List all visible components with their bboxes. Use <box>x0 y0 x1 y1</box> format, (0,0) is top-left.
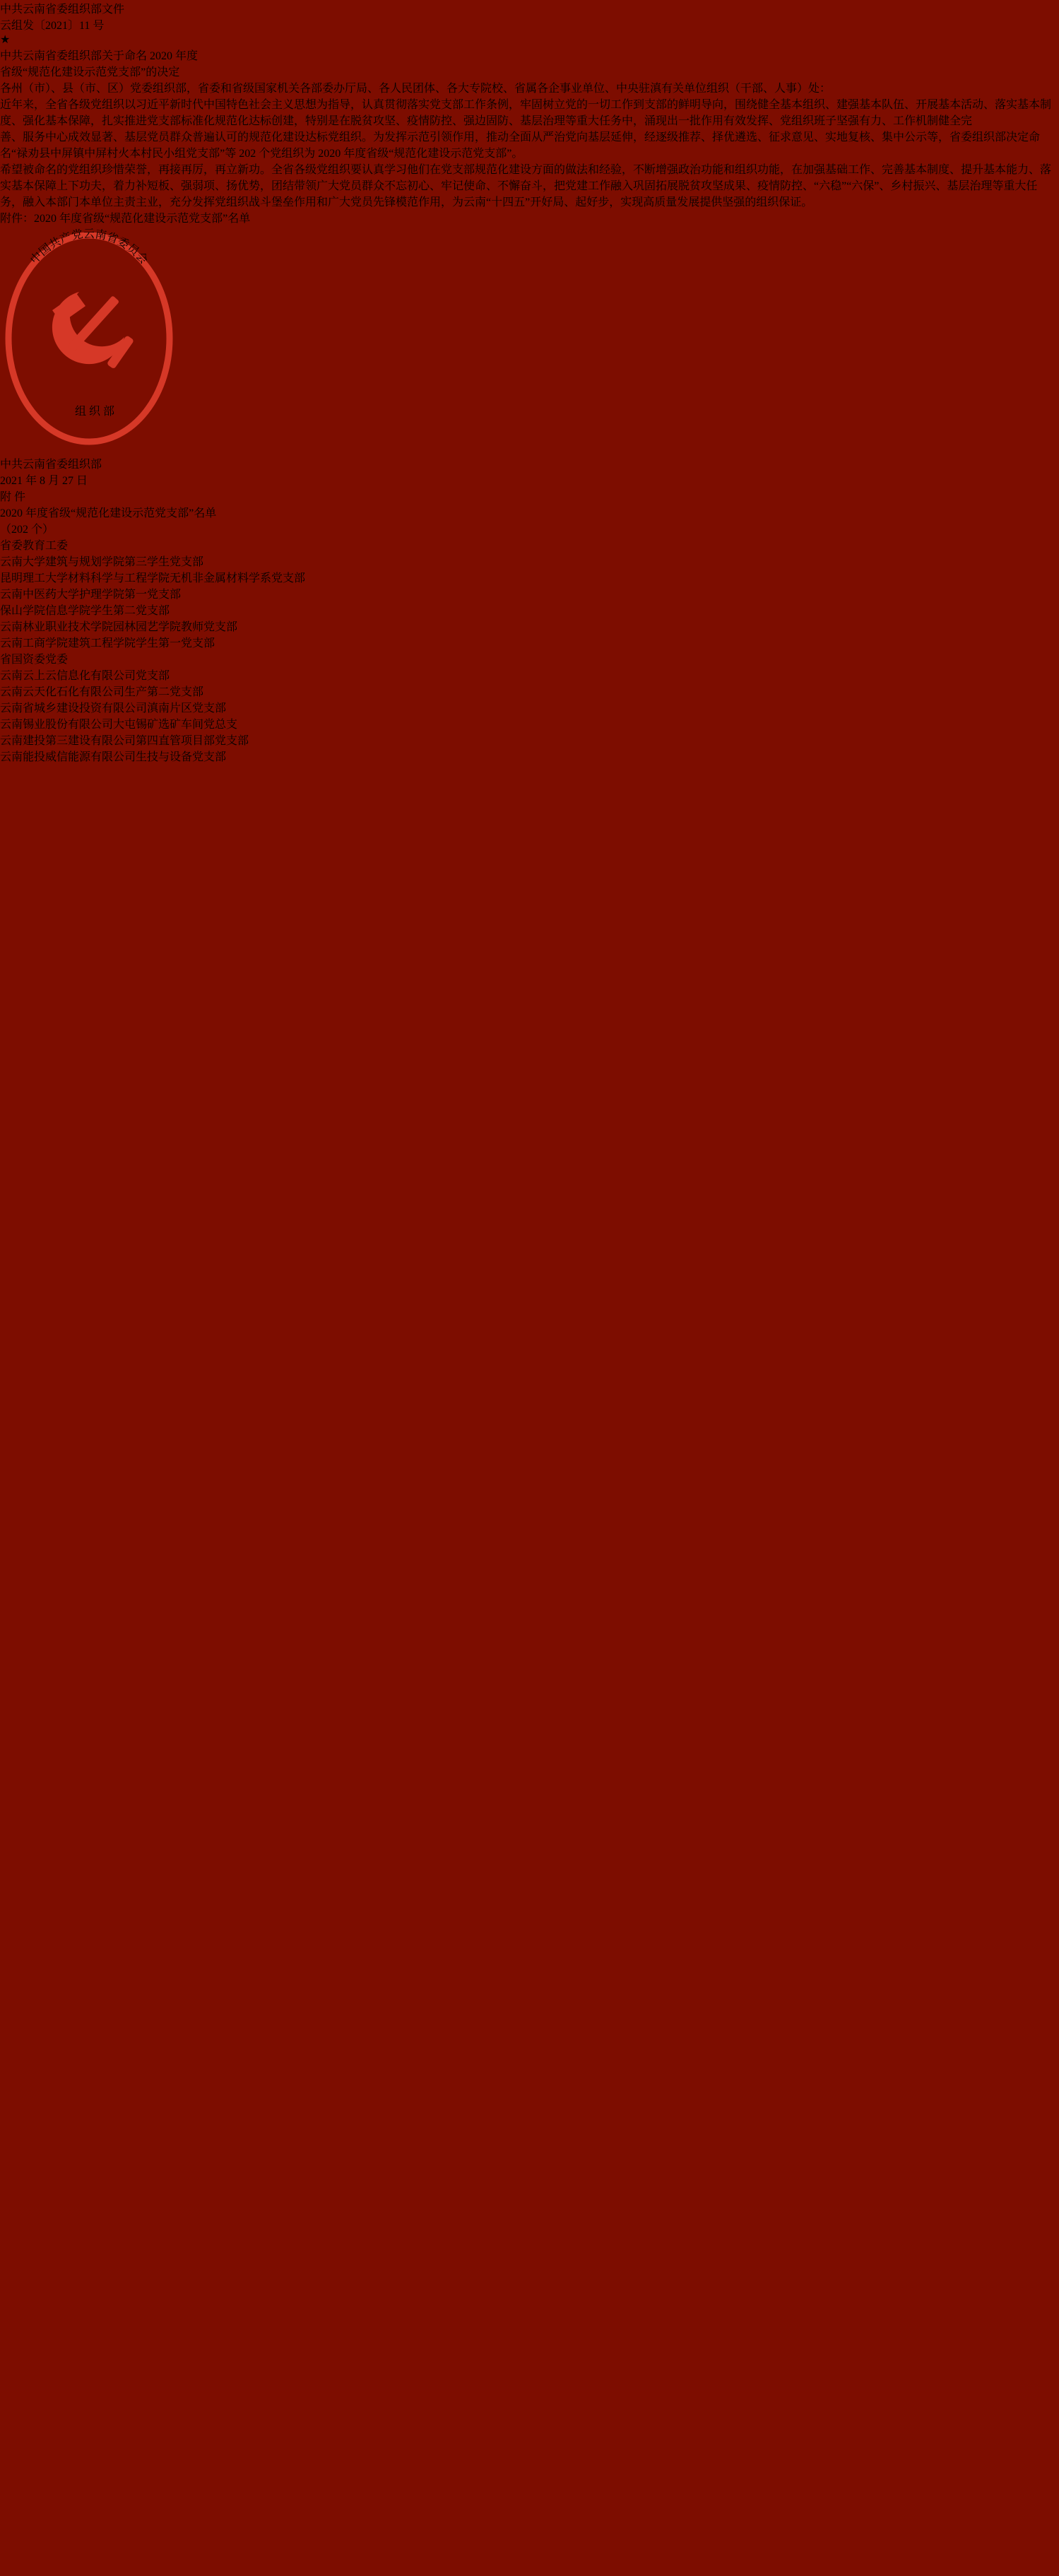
decision-title-line1: 中共云南省委组织部关于命名 2020 年度 <box>0 50 199 62</box>
list-item: 云南云天化石化有限公司生产第二党支部 <box>0 686 204 698</box>
body-paragraph-2: 希望被命名的党组织珍惜荣誉，再接再厉，再立新功。全省各级党组织要认真学习他们在党支部规范化建设方面的做法和经验，不断增强政治功能和组织功能，在加强基础工作、完善基本制度、提升基本能力、落实基本保障上下功夫，着力补短板、强弱项、扬优势，团结带领广大党员群众不忘初心、牢记使命、不懈奋斗，把党建工作融入巩固拓展脱贫攻坚成果、疫情防控、“六稳”“六保”、乡村振兴、基层治理等重大任务，融入本部门本单位主责主业，充分发挥党组织战斗堡垒作用和广大党员先锋模范作用，为云南“十四五”开好局、起好步，实现高质量发展提供坚强的组织保证。 <box>0 164 1052 208</box>
signer-name: 中共云南省委组织部 <box>0 459 102 471</box>
red-highlight-box: 云南建投第三建设有限公司第四直管项目部党支部 <box>0 735 249 747</box>
star-icon: ★ <box>0 34 11 46</box>
list-item: 云南林业职业技术学院园林园艺学院教师党支部 <box>0 621 238 633</box>
list-item: 昆明理工大学材料科学与工程学院无机非金属材料学系党支部 <box>0 572 306 584</box>
seal-ring-text: 中国共产党云南省委员会 <box>28 228 150 266</box>
attachment-list-title: 2020 年度省级“规范化建设示范党支部”名单 <box>0 507 217 519</box>
list-item-highlighted <box>0 731 1059 748</box>
list-item: 云南锡业股份有限公司大屯锡矿选矿车间党总支 <box>0 719 238 731</box>
section-header-education: 省委教育工委 <box>0 540 69 552</box>
salutation-paragraph: 各州（市）、县（市、区）党委组织部，省委和省级国家机关各部委办厅局、各人民团体、各大专院校、省属各企事业单位、中央驻滇有关单位组织（干部、人事）处： <box>0 83 832 95</box>
document-number: 云组发〔2021〕11 号 <box>0 20 105 32</box>
signature-block <box>0 225 1059 488</box>
list-item: 保山学院信息学院学生第二党支部 <box>0 605 170 617</box>
list-item: 云南大学建筑与规划学院第三学生党支部 <box>0 556 204 568</box>
attachment-reference-line: 附件：2020 年度省级“规范化建设示范党支部”名单 <box>0 213 251 225</box>
body-paragraph-1a: 近年来，全省各级党组织以习近平新时代中国特色社会主义思想为指导，认真贯彻落实党支部工作条例，牢固树立党的一切工作到支部的鲜明导向，围绕健全基本组织、建强基本队伍、开展基本活动、落实基本制度、强化基本保障，扎实推进党支部标准化规范化达标创建，特别是在脱贫攻坚、疫情防控、强边固防、基层治理等重大任务中，涌现出一批作用有效发挥、党组织班子坚强有力、工作机制健全完 <box>0 99 1052 127</box>
section-header-sasac: 省国资委党委 <box>0 654 69 666</box>
list-item: 云南中医药大学护理学院第一党支部 <box>0 589 182 601</box>
star-divider <box>0 33 1059 47</box>
attachment-heading: 附 件 <box>0 491 26 503</box>
attachment-list-count: （202 个） <box>0 524 54 536</box>
decision-title <box>0 47 1059 79</box>
document-page <box>0 0 1059 764</box>
document-masthead: 中共云南省委组织部文件 <box>0 4 125 16</box>
decision-title-line2: 省级“规范化建设示范党支部”的决定 <box>0 66 180 78</box>
seal-bottom-text: 组 织 部 <box>74 406 115 418</box>
hammer-sickle-icon <box>52 292 134 369</box>
list-item: 云南省城乡建设投资有限公司滇南片区党支部 <box>0 702 227 714</box>
sign-date: 2021 年 8 月 27 日 <box>0 475 88 487</box>
official-seal <box>0 225 178 452</box>
body-paragraph-1b: 善、服务中心成效显著、基层党员群众普遍认可的规范化建设达标党组织。为发挥示范引领作用，推动全面从严治党向基层延伸，经逐级推荐、择优遴选、征求意见、实地复核、集中公示等，省委组织部决定命名“禄劝县中屏镇中屏村火本村民小组党支部”等 202 个党组织为 2020 年度省级“规范化建设示范党支部”。 <box>0 131 1041 160</box>
list-item: 云南工商学院建筑工程学院学生第一党支部 <box>0 637 215 649</box>
list-item: 云南能投威信能源有限公司生技与设备党支部 <box>0 751 227 763</box>
list-item: 云南云上云信息化有限公司党支部 <box>0 670 170 682</box>
